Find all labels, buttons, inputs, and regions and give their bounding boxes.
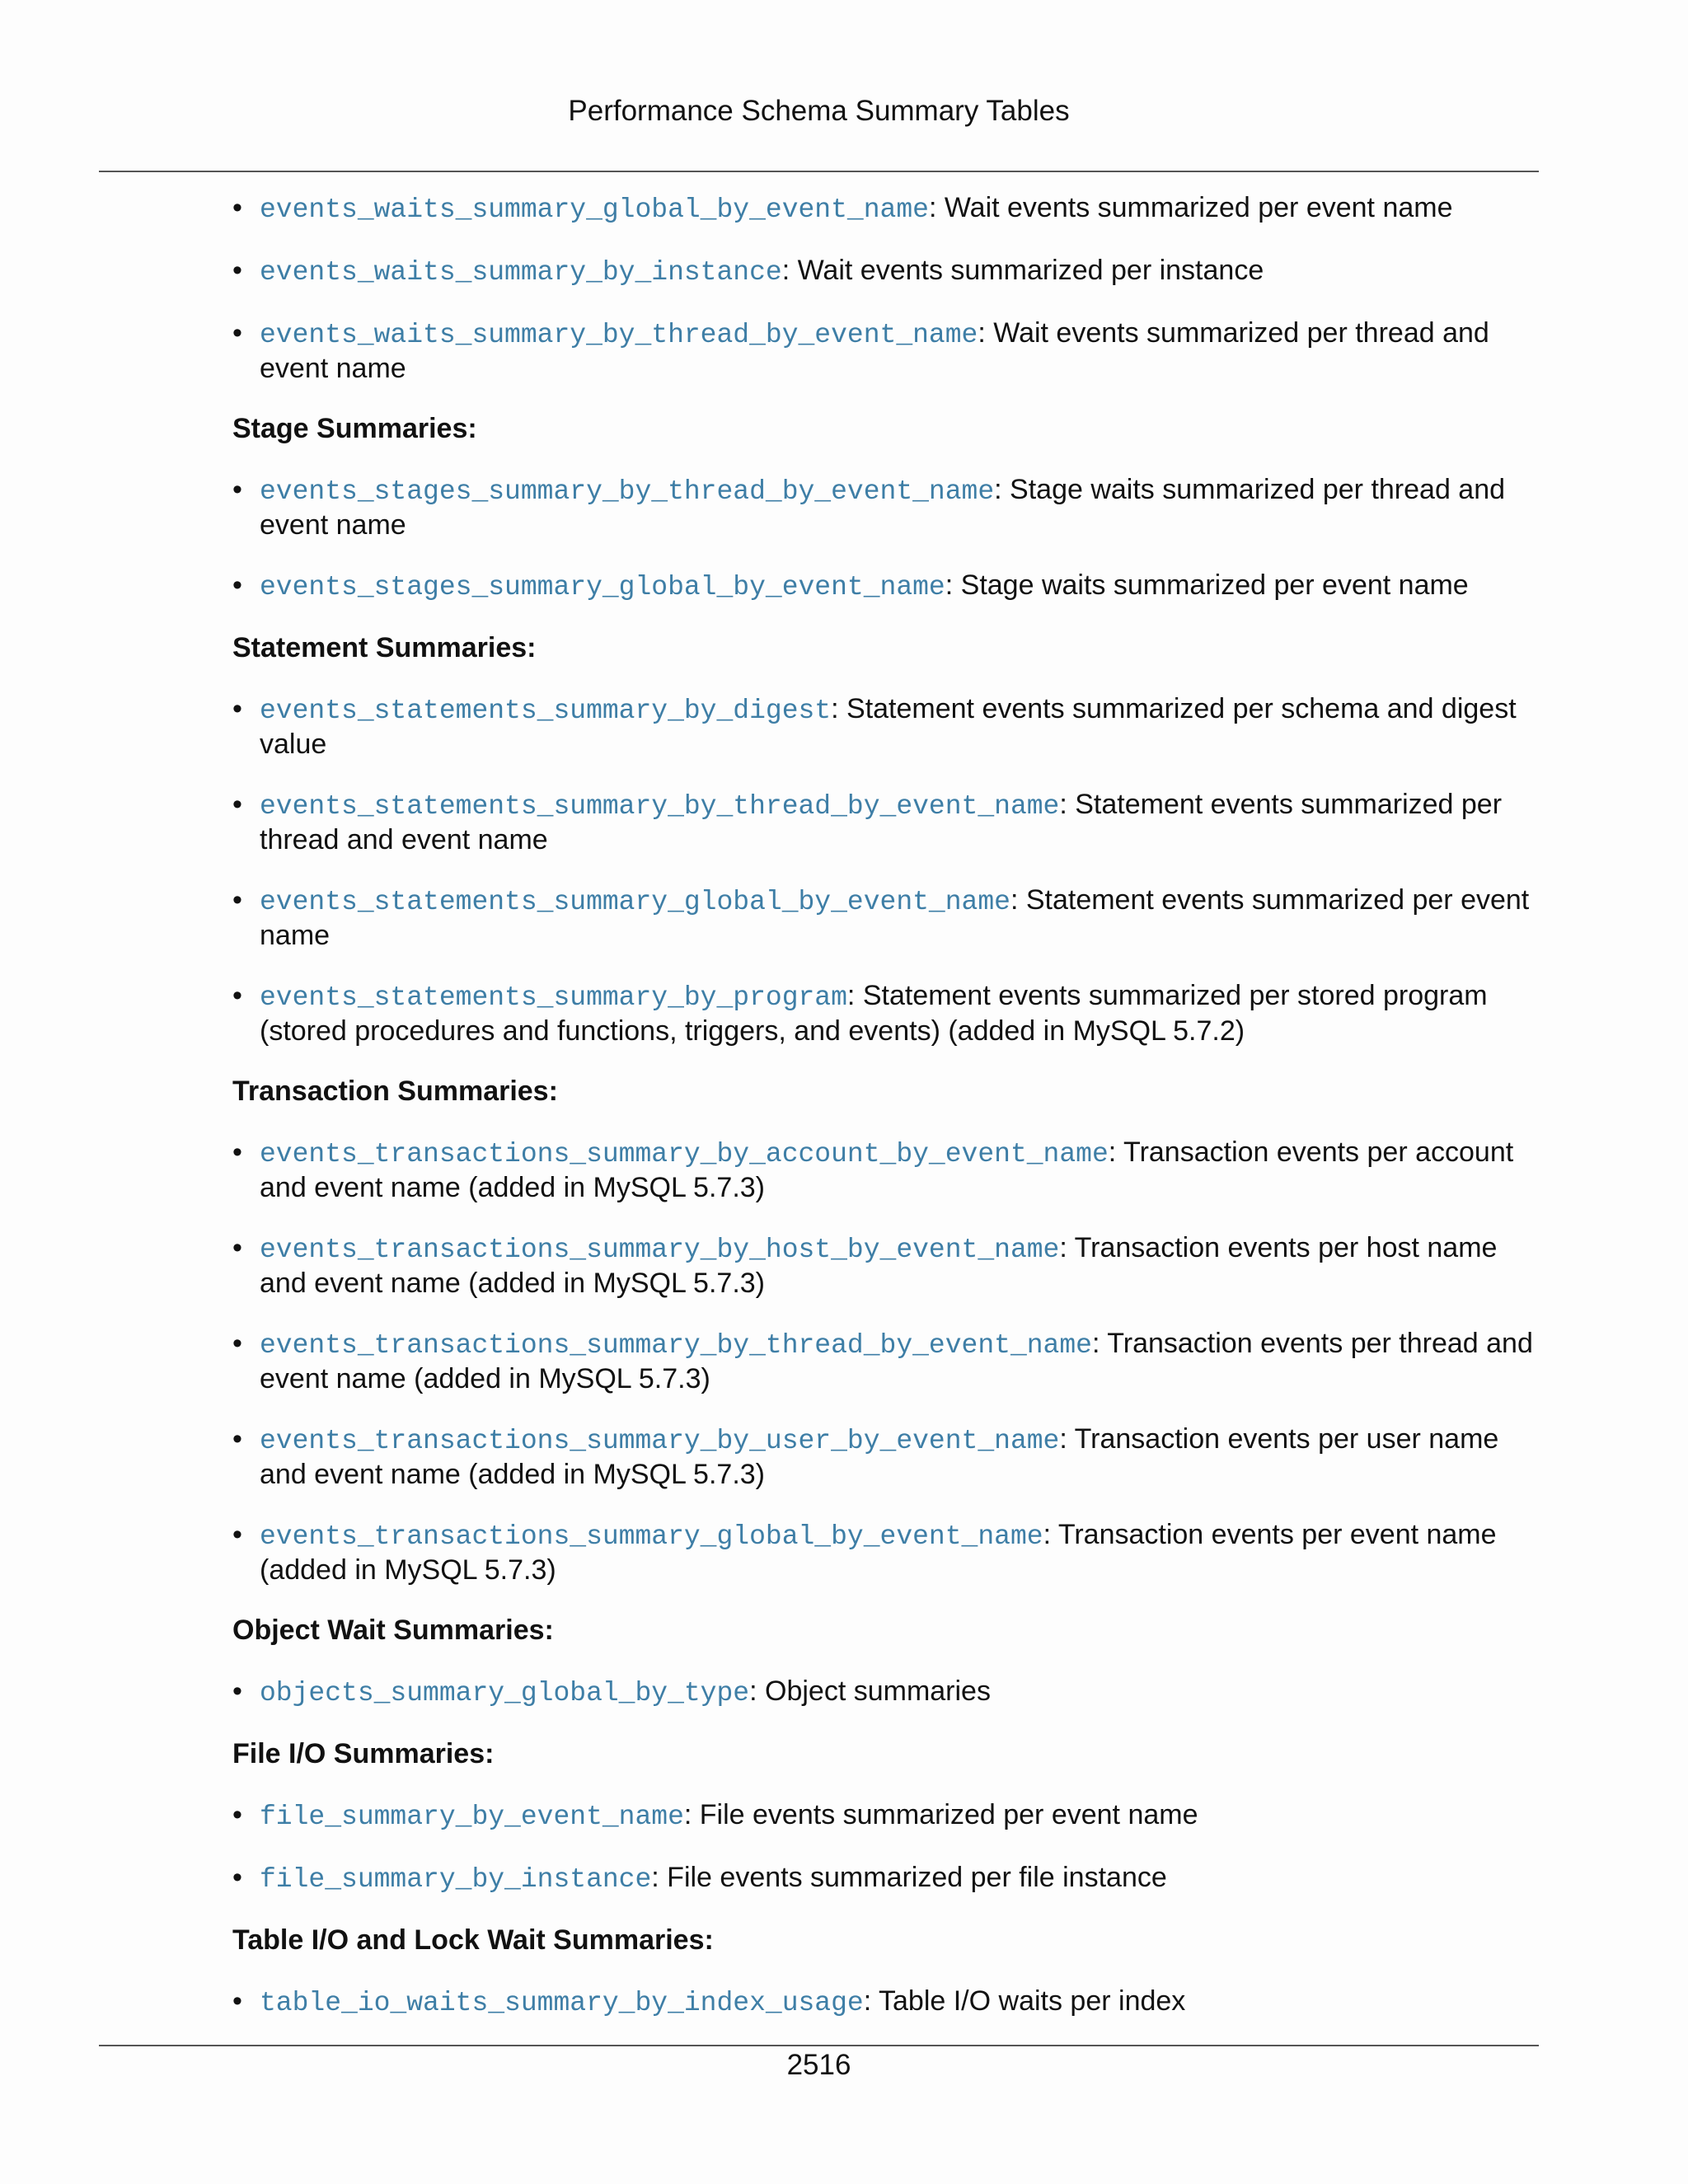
table-name-link[interactable]: events_transactions_summary_by_thread_by_event_name [260,1330,1092,1361]
list-item [232,1518,1551,1586]
bullet-icon: • [232,1137,242,1168]
table-name-link[interactable]: file_summary_by_instance [260,1864,652,1895]
header-divider [99,171,1539,172]
table-description: : Stage waits summarized per event name [945,569,1469,601]
table-name-link[interactable]: events_stages_summary_by_thread_by_event_name [260,476,995,507]
list-item [232,788,1551,856]
table-description: : Statement events summarized per stored program (stored procedures and functions, triggers, and events) (added in MySQL 5.7.2) [260,980,1488,1047]
section-heading: Stage Summaries: [232,413,477,444]
table-name-link[interactable]: events_statements_summary_by_thread_by_event_name [260,791,1060,822]
table-description: : Transaction events per host name and event name (added in MySQL 5.7.3) [260,1232,1498,1299]
bullet-icon: • [232,884,242,916]
table-description: : File events summarized per event name [683,1799,1198,1830]
bullet-icon: • [232,255,242,286]
table-description: : Transaction events per thread and event name (added in MySQL 5.7.3) [260,1328,1533,1394]
table-name-link[interactable]: events_statements_summary_global_by_event_name [260,887,1010,917]
table-description: : Transaction events per user name and event name (added in MySQL 5.7.3) [260,1423,1499,1490]
section-heading: Table I/O and Lock Wait Summaries: [232,1924,714,1956]
table-description: : Statement events summarized per schema and digest value [260,693,1517,760]
list-item [232,883,1551,952]
bullet-icon: • [232,693,242,724]
bullet-icon: • [232,1519,242,1550]
table-description: : Wait events summarized per event name [928,192,1453,223]
list-item [232,1231,1551,1300]
list-item [232,473,1551,541]
bullet-icon: • [232,1862,242,1893]
bullet-icon: • [232,317,242,349]
table-description: : Object summaries [749,1675,991,1707]
bullet-icon: • [232,1985,242,2017]
table-name-link[interactable]: events_statements_summary_by_digest [260,696,832,726]
list-item [232,1136,1551,1204]
section-heading: Transaction Summaries: [232,1076,558,1107]
table-name-link[interactable]: events_transactions_summary_global_by_event_name [260,1521,1043,1552]
table-description: : Statement events summarized per thread and event name [260,789,1503,855]
table-list [232,191,1551,385]
bullet-icon: • [232,192,242,223]
bullet-icon: • [232,474,242,505]
table-description: : Transaction events per account and event name (added in MySQL 5.7.3) [260,1137,1514,1203]
bullet-icon: • [232,1675,242,1707]
list-item [232,569,1551,604]
table-name-link[interactable]: events_transactions_summary_by_account_by_event_name [260,1139,1109,1169]
bullet-icon: • [232,1328,242,1359]
table-list [232,1798,1551,1896]
table-list [232,473,1551,604]
document-body [232,191,1551,2047]
bullet-icon: • [232,1232,242,1263]
list-item [232,1422,1551,1491]
bullet-icon: • [232,1423,242,1455]
list-item [232,254,1551,289]
table-list [232,1675,1551,1710]
table-name-link[interactable]: events_waits_summary_global_by_event_name [260,194,929,225]
list-item [232,692,1551,761]
bullet-icon: • [232,1799,242,1830]
table-list [232,1985,1551,2020]
table-description: : File events summarized per file instance [651,1862,1167,1893]
table-name-link[interactable]: events_waits_summary_by_thread_by_event_name [260,320,978,350]
table-name-link[interactable]: events_stages_summary_global_by_event_name [260,572,945,602]
list-item [232,979,1551,1047]
table-description: : Wait events summarized per thread and event name [260,317,1489,384]
table-list [232,1136,1551,1586]
table-name-link[interactable]: file_summary_by_event_name [260,1802,684,1832]
table-name-link[interactable]: events_statements_summary_by_program [260,982,847,1013]
list-item [232,1861,1551,1896]
table-description: : Transaction events per event name (added in MySQL 5.7.3) [260,1519,1497,1586]
page-number: 2516 [786,2049,851,2081]
section-heading: File I/O Summaries: [232,1738,495,1769]
list-item [232,191,1551,227]
section-heading: Object Wait Summaries: [232,1615,554,1646]
list-item [232,1798,1551,1834]
bullet-icon: • [232,569,242,601]
table-name-link[interactable]: events_waits_summary_by_instance [260,257,782,288]
table-name-link[interactable]: events_transactions_summary_by_user_by_event_name [260,1426,1060,1456]
bullet-icon: • [232,980,242,1011]
table-name-link[interactable]: objects_summary_global_by_type [260,1678,750,1708]
table-description: : Stage waits summarized per thread and event name [260,474,1506,541]
table-list [232,692,1551,1047]
list-item [232,1985,1551,2020]
table-description: : Statement events summarized per event name [260,884,1530,951]
table-name-link[interactable]: table_io_waits_summary_by_index_usage [260,1988,864,2018]
bullet-icon: • [232,789,242,820]
table-name-link[interactable]: events_transactions_summary_by_host_by_event_name [260,1235,1060,1265]
list-item [232,1675,1551,1710]
footer-divider [99,2045,1539,2046]
table-description: : Table I/O waits per index [863,1985,1186,2017]
list-item [232,316,1551,385]
list-item [232,1327,1551,1395]
section-heading: Statement Summaries: [232,632,537,663]
page-title: Performance Schema Summary Tables [568,95,1070,127]
table-description: : Wait events summarized per instance [781,255,1264,286]
